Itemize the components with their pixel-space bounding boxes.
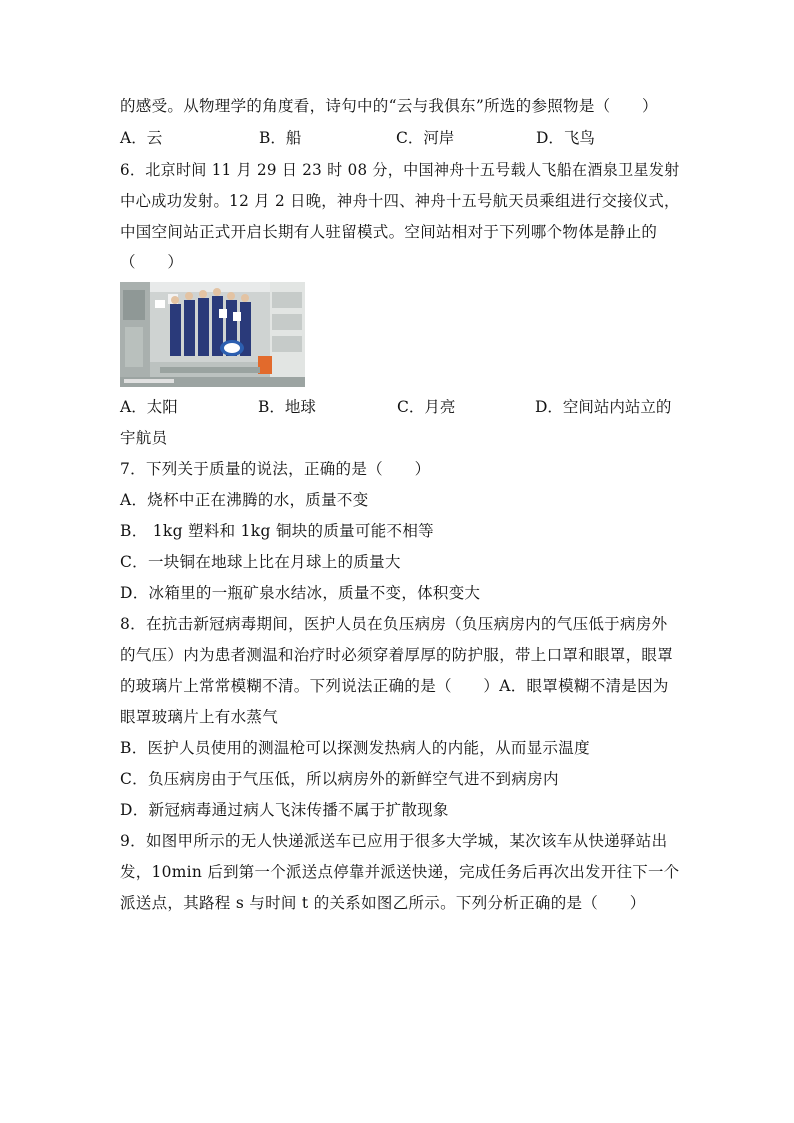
- q5-stem: 的感受。从物理学的角度看，诗句中的“云与我俱东”所选的参照物是（ ）: [120, 97, 658, 115]
- q6-stem-line-4: （ ）: [120, 253, 184, 271]
- q9-stem-line-1: 9．如图甲所示的无人快递派送车已应用于很多大学城，某次该车从快递驿站出: [120, 832, 668, 850]
- q9-stem-line-2: 发，10min 后到第一个派送点停靠并派送快递，完成任务后再次出发开往下一个: [120, 863, 680, 881]
- space-station-crew-photo: [120, 282, 305, 387]
- q5-option-c: C．河岸: [396, 129, 455, 147]
- q6-option-a: A．太阳: [120, 398, 178, 416]
- q6-option-b: B．地球: [258, 398, 316, 416]
- q5-option-b: B．船: [259, 129, 302, 147]
- q6-stem-line-3: 中国空间站正式开启长期有人驻留模式。空间站相对于下列哪个物体是静止的: [120, 223, 658, 241]
- q7-stem: 7．下列关于质量的说法，正确的是（ ）: [120, 460, 431, 478]
- q6-option-c: C．月亮: [397, 398, 456, 416]
- q8-option-c: C．负压病房由于气压低，所以病房外的新鲜空气进不到病房内: [120, 770, 559, 788]
- q8-option-d: D．新冠病毒通过病人飞沫传播不属于扩散现象: [120, 801, 449, 819]
- q5-option-d: D．飞鸟: [536, 129, 595, 147]
- q7-option-a: A．烧杯中正在沸腾的水，质量不变: [120, 491, 369, 509]
- q6-stem-line-2: 中心成功发射。12 月 2 日晚，神舟十四、神舟十五号航天员乘组进行交接仪式，: [120, 192, 680, 210]
- q5-option-a: A．云: [120, 129, 163, 147]
- q8-stem-line-4: 眼罩玻璃片上有水蒸气: [120, 708, 279, 726]
- q6-option-d-continued: 宇航员: [120, 429, 168, 447]
- q8-stem-line-3: 的玻璃片上常常模糊不清。下列说法正确的是（ ）A．眼罩模糊不清是因为: [120, 677, 669, 695]
- q7-option-c: C．一块铜在地球上比在月球上的质量大: [120, 553, 401, 571]
- q7-option-d: D．冰箱里的一瓶矿泉水结冰，质量不变，体积变大: [120, 584, 481, 602]
- q8-stem-line-1: 8．在抗击新冠病毒期间，医护人员在负压病房（负压病房内的气压低于病房外: [120, 615, 668, 633]
- q9-stem-line-3: 派送点，其路程 s 与时间 t 的关系如图乙所示。下列分析正确的是（ ）: [120, 894, 646, 912]
- q6-option-d: D．空间站内站立的: [535, 398, 672, 416]
- q7-option-b: B． 1kg 塑料和 1kg 铜块的质量可能不相等: [120, 522, 434, 540]
- q8-stem-line-2: 的气压）内为患者测温和治疗时必须穿着厚厚的防护服，带上口罩和眼罩，眼罩: [120, 646, 674, 664]
- q6-stem-line-1: 6．北京时间 11 月 29 日 23 时 08 分，中国神舟十五号载人飞船在酒泉卫星发射: [120, 161, 680, 179]
- q8-option-b: B．医护人员使用的测温枪可以探测发热病人的内能，从而显示温度: [120, 739, 590, 757]
